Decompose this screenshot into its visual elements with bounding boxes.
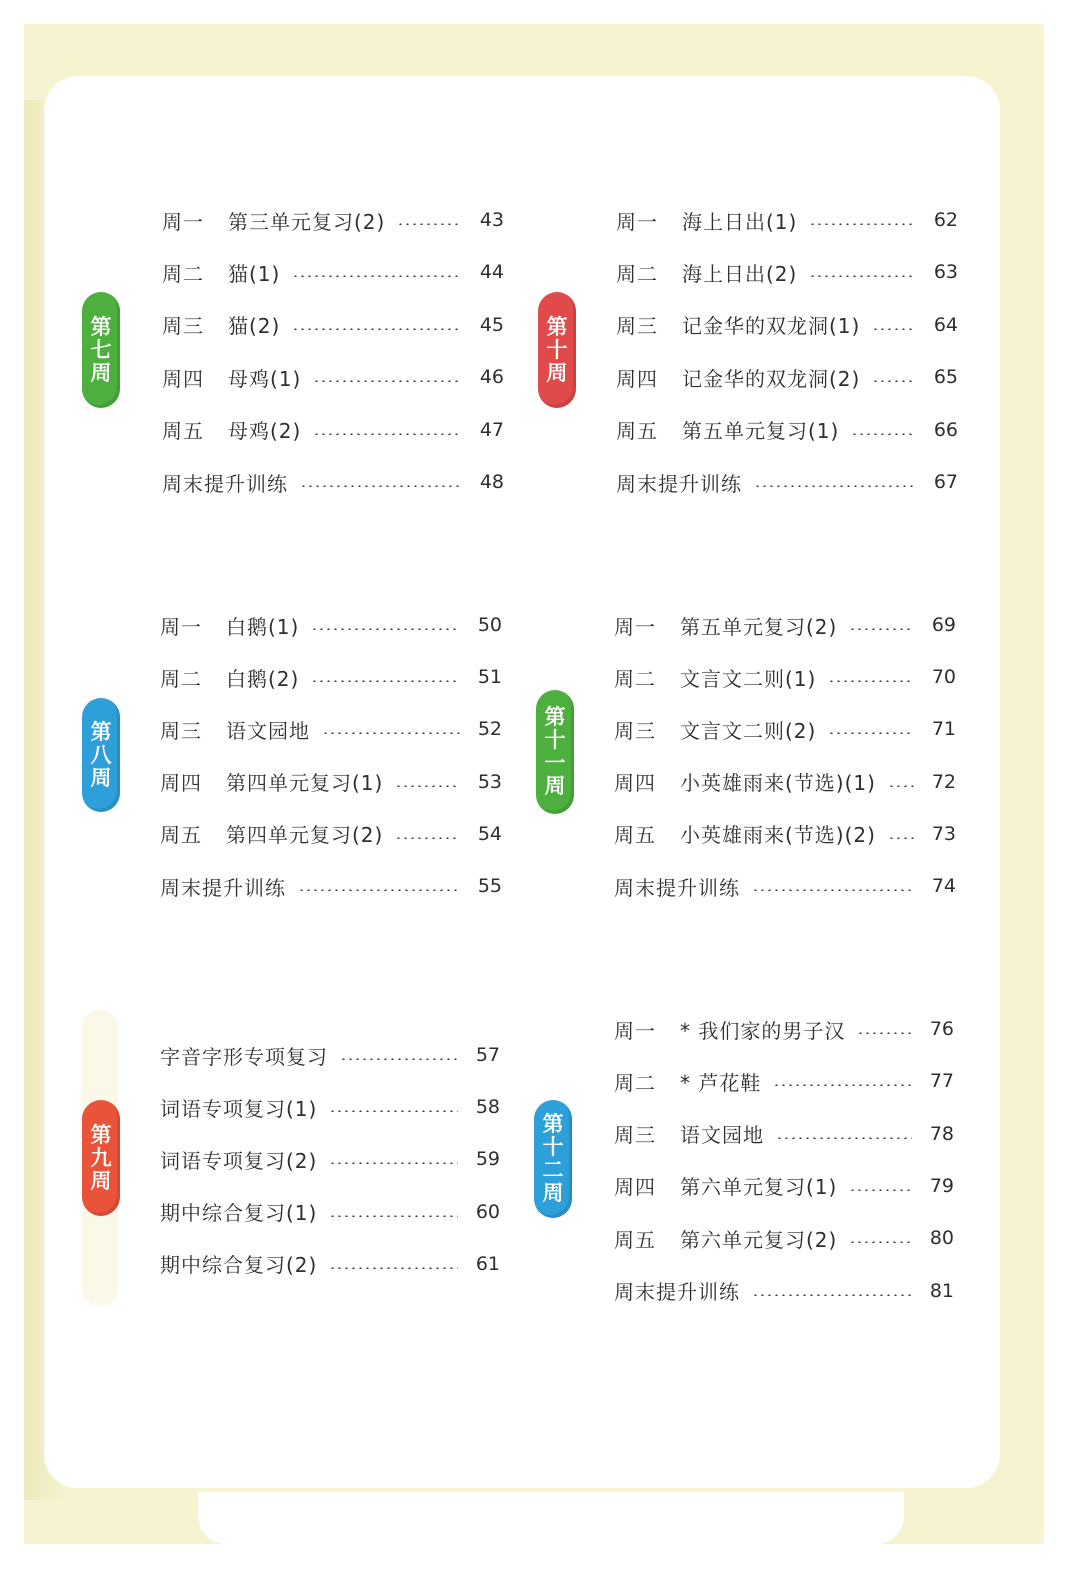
week-badge <box>82 698 120 812</box>
entry-day: 周四 <box>160 771 202 796</box>
dot-leader <box>329 1162 458 1164</box>
entry-title: 词语专项复习(1) <box>160 1096 318 1121</box>
entry-day: 周二 <box>614 1070 656 1095</box>
entry-title: 期中综合复习(2) <box>160 1253 318 1278</box>
entry-title: 第六单元复习(2) <box>680 1227 838 1252</box>
entry-page-number: 59 <box>475 1148 500 1171</box>
dot-leader <box>329 1215 458 1217</box>
dot-leader <box>300 485 462 487</box>
entry-title: 周末提升训练 <box>160 875 286 900</box>
toc-entry[interactable] <box>160 608 502 642</box>
dot-leader <box>849 1241 912 1243</box>
toc-entry[interactable] <box>614 1064 954 1098</box>
week-badge-char: 第 <box>90 1122 112 1147</box>
entry-title: 周末提升训练 <box>614 875 740 900</box>
week-badge-char: 二 <box>542 1158 564 1182</box>
dot-leader <box>298 889 460 891</box>
toc-entry[interactable] <box>614 1117 954 1151</box>
dot-leader <box>754 485 916 487</box>
dot-leader <box>322 732 460 734</box>
week-badge-char: 第 <box>546 314 568 339</box>
toc-entry[interactable] <box>614 765 956 799</box>
entry-page-number: 77 <box>929 1070 954 1093</box>
week-badge-char: 九 <box>90 1145 112 1170</box>
entry-title: 第五单元复习(1) <box>682 419 840 444</box>
entry-page-number: 66 <box>933 418 958 441</box>
entry-title: 语文园地 <box>680 1123 764 1148</box>
week-badge-char: 十 <box>546 337 568 362</box>
dot-leader <box>849 1189 912 1191</box>
toc-entry[interactable] <box>162 308 504 342</box>
entry-title: 第五单元复习(2) <box>680 614 838 639</box>
week-badge <box>82 292 120 408</box>
week-badge-char: 第 <box>542 1112 564 1136</box>
entry-page-number: 74 <box>931 875 956 897</box>
entry-day: 周二 <box>616 261 658 286</box>
week-badge-char: 七 <box>90 337 112 362</box>
entry-day: 周三 <box>614 1123 656 1148</box>
entry-day: 周一 <box>614 1018 656 1043</box>
dot-leader <box>828 680 914 682</box>
entry-day: 周五 <box>162 419 204 444</box>
week-badge-char: 十 <box>544 728 566 752</box>
toc-entry[interactable] <box>616 203 958 237</box>
entry-day: 周一 <box>616 209 658 234</box>
entry-day: 周一 <box>160 614 202 639</box>
entry-day: 周五 <box>160 823 202 848</box>
entry-day: 周二 <box>162 261 204 286</box>
entry-day: 周二 <box>160 666 202 691</box>
entry-day: 周五 <box>614 823 656 848</box>
entry-day: 周二 <box>614 666 656 691</box>
entry-title: 第四单元复习(2) <box>226 823 384 848</box>
dot-leader <box>329 1110 458 1112</box>
entry-day: 周四 <box>162 366 204 391</box>
dot-leader <box>292 328 462 330</box>
toc-entry[interactable] <box>614 1221 954 1255</box>
dot-leader <box>329 1267 458 1269</box>
entry-page-number: 44 <box>479 261 504 284</box>
entry-title: 周末提升训练 <box>162 471 288 496</box>
toc-entry[interactable] <box>160 869 502 903</box>
entry-page-number: 60 <box>475 1200 500 1223</box>
dot-leader <box>395 785 460 787</box>
entry-title: 猫(2) <box>228 314 281 339</box>
week-badge-char: 周 <box>90 765 112 790</box>
entry-page-number: 46 <box>479 366 504 389</box>
toc-entry[interactable] <box>160 817 502 851</box>
entry-day: 周一 <box>614 614 656 639</box>
entry-title: 母鸡(2) <box>228 419 302 444</box>
entry-day: 周三 <box>614 718 656 743</box>
entry-page-number: 57 <box>475 1044 500 1066</box>
entry-day: 周四 <box>616 366 658 391</box>
entry-title: 白鹅(1) <box>226 614 300 639</box>
toc-entry[interactable] <box>614 869 956 903</box>
toc-entry[interactable] <box>160 660 502 694</box>
dot-leader <box>872 380 916 382</box>
dot-leader <box>776 1137 912 1139</box>
entry-page-number: 80 <box>929 1227 954 1250</box>
entry-page-number: 45 <box>479 313 504 336</box>
entry-title: 第六单元复习(1) <box>680 1175 838 1200</box>
entry-page-number: 54 <box>477 822 502 845</box>
entry-page-number: 79 <box>929 1174 954 1197</box>
toc-entry[interactable] <box>614 817 956 851</box>
dot-leader <box>397 223 462 225</box>
entry-page-number: 47 <box>479 418 504 441</box>
toc-entry[interactable] <box>616 413 958 447</box>
dot-leader <box>809 275 916 277</box>
toc-entry[interactable] <box>160 1038 500 1072</box>
entry-title: 海上日出(2) <box>682 261 798 286</box>
toc-entry[interactable] <box>160 1142 500 1176</box>
entry-day: 周四 <box>614 771 656 796</box>
entry-title: 字音字形专项复习 <box>160 1044 328 1069</box>
entry-page-number: 71 <box>931 718 956 741</box>
entry-page-number: 81 <box>929 1279 954 1302</box>
entry-day: 周一 <box>162 209 204 234</box>
toc-entry[interactable] <box>160 712 502 746</box>
week-badge <box>536 690 574 814</box>
toc-entry[interactable] <box>614 1274 954 1308</box>
week-badge-char: 周 <box>542 1181 564 1205</box>
entry-title: * 芦花鞋 <box>680 1070 762 1095</box>
toc-entry[interactable] <box>614 1012 954 1046</box>
toc-entry[interactable] <box>160 1247 500 1281</box>
week-badge <box>82 1100 120 1216</box>
entry-title: 记金华的双龙洞(1) <box>682 314 861 339</box>
dot-leader <box>313 433 462 435</box>
toc-entry[interactable] <box>616 360 958 394</box>
week-badge-char: 一 <box>544 751 566 775</box>
week-badge-char: 第 <box>544 705 566 729</box>
toc-entry[interactable] <box>616 308 958 342</box>
toc-entry[interactable] <box>614 1169 954 1203</box>
entry-day: 周三 <box>160 718 202 743</box>
toc-entry[interactable] <box>162 203 504 237</box>
dot-leader <box>311 628 460 630</box>
dot-leader <box>849 628 914 630</box>
dot-leader <box>773 1084 912 1086</box>
toc-entry[interactable] <box>160 1090 500 1124</box>
dot-leader <box>292 275 462 277</box>
entry-page-number: 61 <box>475 1252 500 1275</box>
entry-title: 期中综合复习(1) <box>160 1201 318 1226</box>
toc-entry[interactable] <box>160 765 502 799</box>
entry-title: 周末提升训练 <box>614 1280 740 1304</box>
entry-day: 周三 <box>162 314 204 339</box>
dot-leader <box>340 1058 458 1060</box>
entry-page-number: 76 <box>929 1018 954 1040</box>
entry-title: * 我们家的男子汉 <box>680 1018 846 1043</box>
entry-page-number: 58 <box>475 1096 500 1119</box>
week-badge-char: 十 <box>542 1135 564 1159</box>
entry-page-number: 78 <box>929 1122 954 1145</box>
card-bottom-tab <box>198 1492 904 1544</box>
week-badge-char: 八 <box>90 742 112 767</box>
dot-leader <box>752 1294 912 1296</box>
toc-entry[interactable] <box>616 255 958 289</box>
entry-title: 第四单元复习(1) <box>226 771 384 796</box>
week-badge-char: 周 <box>90 360 112 385</box>
dot-leader <box>888 785 914 787</box>
toc-entry[interactable] <box>162 255 504 289</box>
entry-page-number: 51 <box>477 666 502 689</box>
week-badge-char: 第 <box>90 314 112 339</box>
entry-page-number: 53 <box>477 770 502 793</box>
entry-title: 白鹅(2) <box>226 666 300 691</box>
dot-leader <box>395 837 460 839</box>
entry-title: 海上日出(1) <box>682 209 798 234</box>
entry-title: 周末提升训练 <box>616 471 742 496</box>
entry-title: 小英雄雨来(节选)(2) <box>680 823 876 848</box>
entry-page-number: 63 <box>933 261 958 284</box>
toc-entry[interactable] <box>162 465 504 499</box>
toc-entry[interactable] <box>614 712 956 746</box>
toc-entry[interactable] <box>616 465 958 499</box>
toc-entry[interactable] <box>162 413 504 447</box>
entry-page-number: 72 <box>931 770 956 793</box>
entry-page-number: 65 <box>933 366 958 389</box>
entry-page-number: 62 <box>933 209 958 231</box>
dot-leader <box>311 680 460 682</box>
entry-title: 文言文二则(2) <box>680 718 817 743</box>
entry-title: 第三单元复习(2) <box>228 209 386 234</box>
dot-leader <box>828 732 914 734</box>
toc-entry[interactable] <box>162 360 504 394</box>
entry-title: 猫(1) <box>228 261 281 286</box>
entry-page-number: 43 <box>479 209 504 231</box>
entry-title: 文言文二则(1) <box>680 666 817 691</box>
week-badge-char: 第 <box>90 719 112 744</box>
week-badge-char: 周 <box>546 360 568 385</box>
entry-title: 语文园地 <box>226 718 310 743</box>
dot-leader <box>872 328 916 330</box>
dot-leader <box>313 380 462 382</box>
dot-leader <box>888 837 914 839</box>
entry-day: 周四 <box>614 1175 656 1200</box>
dot-leader <box>857 1032 912 1034</box>
entry-page-number: 67 <box>933 471 958 493</box>
toc-entry[interactable] <box>160 1195 500 1229</box>
entry-page-number: 55 <box>477 875 502 897</box>
entry-page-number: 69 <box>931 614 956 636</box>
entry-page-number: 50 <box>477 614 502 636</box>
entry-page-number: 70 <box>931 666 956 689</box>
entry-day: 周五 <box>614 1227 656 1252</box>
entry-page-number: 73 <box>931 822 956 845</box>
entry-title: 记金华的双龙洞(2) <box>682 366 861 391</box>
entry-page-number: 48 <box>479 471 504 493</box>
dot-leader <box>809 223 916 225</box>
entry-day: 周三 <box>616 314 658 339</box>
week-badge-char: 周 <box>90 1168 112 1193</box>
week-badge <box>534 1100 572 1218</box>
entry-title: 母鸡(1) <box>228 366 302 391</box>
entry-title: 词语专项复习(2) <box>160 1148 318 1173</box>
toc-entry[interactable] <box>614 660 956 694</box>
toc-entry[interactable] <box>614 608 956 642</box>
dot-leader <box>851 433 916 435</box>
entry-title: 小英雄雨来(节选)(1) <box>680 771 876 796</box>
week-badge <box>538 292 576 408</box>
entry-page-number: 64 <box>933 313 958 336</box>
entry-day: 周五 <box>616 419 658 444</box>
entry-page-number: 52 <box>477 718 502 741</box>
dot-leader <box>752 889 914 891</box>
week-badge-char: 周 <box>544 774 566 798</box>
